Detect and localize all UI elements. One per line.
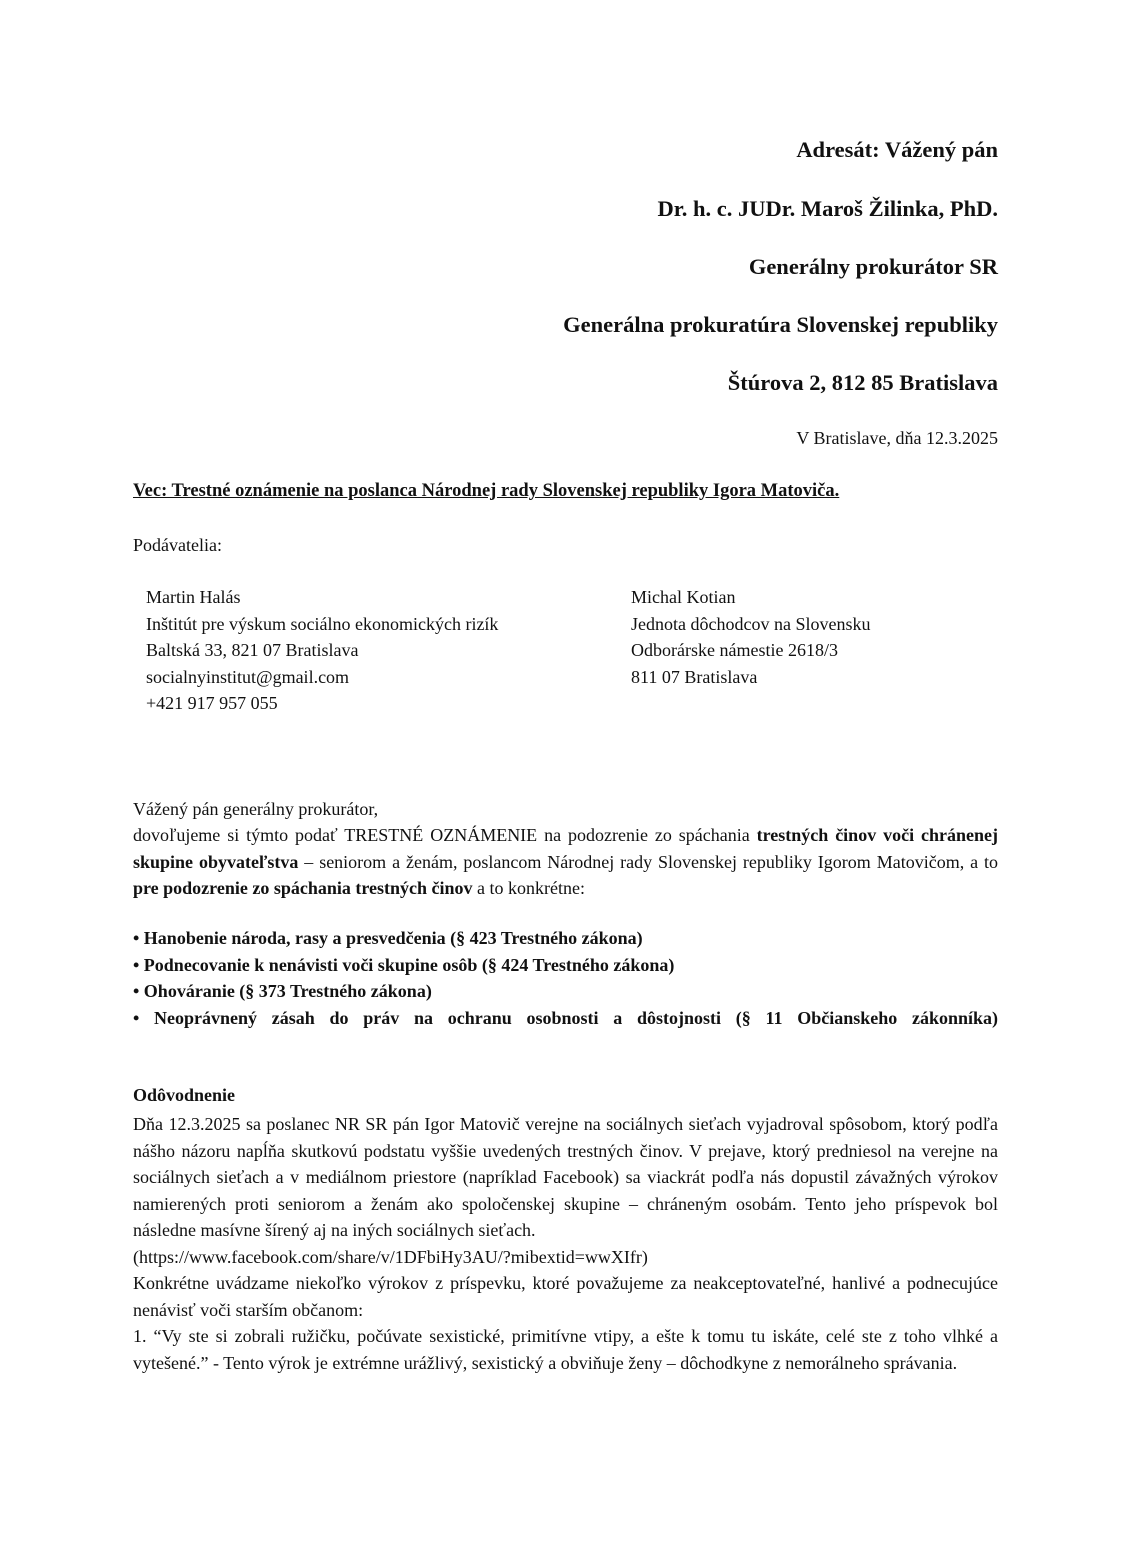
facebook-link-text: (https://www.facebook.com/share/v/1DFbiHy3AU/?mibextid=wwXIfr) bbox=[133, 1246, 648, 1267]
submitter-1-org: Inštitút pre výskum sociálno ekonomických rizík bbox=[146, 613, 499, 634]
submitter-2-org: Jednota dôchodcov na Slovensku bbox=[631, 613, 871, 634]
intro-paragraph bbox=[133, 822, 998, 902]
salutation: Vážený pán generálny prokurátor, bbox=[133, 799, 379, 819]
submitter-1-email: socialnyinstitut@gmail.com bbox=[146, 666, 350, 687]
submitter-2-name: Michal Kotian bbox=[631, 587, 736, 607]
offense-item: • Hanobenie národa, rasy a presvedčenia (§ 423 Trestného zákona) bbox=[133, 928, 643, 948]
submitter-1-name: Martin Halás bbox=[146, 587, 241, 607]
intro-bold-2: pre podozrenie zo spáchania trestných činov bbox=[133, 878, 473, 898]
subject-line: Vec: Trestné oznámenie na poslanca Národnej rady Slovenskej republiky Igora Matoviča. bbox=[133, 481, 840, 501]
submitter-1-address: Baltská 33, 821 07 Bratislava bbox=[146, 640, 359, 660]
intro-text-1: dovoľujeme si týmto podať TRESTNÉ OZNÁMENIE na podozrenie zo spáchania bbox=[133, 825, 757, 845]
submitter-1-phone: +421 917 957 055 bbox=[146, 693, 278, 713]
offense-item: • Neoprávnený zásah do práv na ochranu osobnosti a dôstojnosti (§ 11 Občianskeho zákonníka) bbox=[133, 1007, 998, 1028]
intro-text-3: a to konkrétne: bbox=[472, 878, 585, 898]
submitters-label: Podávatelia: bbox=[133, 535, 222, 555]
reasoning-paragraph-2: Konkrétne uvádzame niekoľko výrokov z príspevku, ktoré považujeme za neakceptovateľné, hanlivé a podnecujúce nenávisť voči starším občanom: bbox=[133, 1273, 998, 1320]
intro-bold-1: trestných činov voči chránenej skupine obyvateľstva bbox=[133, 825, 998, 872]
addressee-office: Generálna prokuratúra Slovenskej republiky bbox=[563, 312, 998, 337]
addressee-name: Dr. h. c. JUDr. Maroš Žilinka, PhD. bbox=[657, 196, 998, 221]
quote-1: 1. “Vy ste si zobrali ružičku, počúvate sexistické, primitívne vtipy, a ešte k tomu tu iskáte, celé ste z toho vlhké a vytešené.” - Tento výrok je extrémne urážlivý, sexistický a obviňuje ženy – dôchodkyne z nemorálneho správania. bbox=[133, 1326, 998, 1373]
offense-item: • Ohováranie (§ 373 Trestného zákona) bbox=[133, 981, 432, 1001]
offense-list bbox=[133, 925, 998, 1031]
addressee-line-1: Adresát: Vážený pán bbox=[796, 137, 998, 162]
reasoning-body bbox=[133, 1111, 998, 1376]
date-line: V Bratislave, dňa 12.3.2025 bbox=[796, 428, 998, 448]
reasoning-paragraph-1: Dňa 12.3.2025 sa poslanec NR SR pán Igor Matovič verejne na sociálnych sieťach vyjadroval spôsobom, ktorý podľa nášho názoru napĺňa skutkovú podstatu vyššie uvedených trestných činov. V prejave, ktorý predniesol na verejne na sociálnych sieťach a v mediálnom priestore (napríklad Facebook) sa viackrát podľa nás dopustil závažných výrokov namierených proti seniorom a ženám ako spoločenskej skupine – chráneným osobám. Tento jeho príspevok bol následne masívne šírený aj na iných sociálnych sieťach. bbox=[133, 1114, 998, 1240]
offense-item: • Podnecovanie k nenávisti voči skupine osôb (§ 424 Trestného zákona) bbox=[133, 954, 675, 975]
submitter-2-address-1: Odborárske námestie 2618/3 bbox=[631, 640, 838, 660]
submitter-2-address-2: 811 07 Bratislava bbox=[631, 666, 758, 687]
reasoning-heading: Odôvodnenie bbox=[133, 1085, 236, 1105]
addressee-title: Generálny prokurátor SR bbox=[748, 254, 998, 279]
intro-text-2: – seniorom a ženám, poslancom Národnej rady Slovenskej republiky Igorom Matovičom, a to bbox=[298, 851, 998, 872]
submitter-1-block bbox=[146, 584, 498, 717]
addressee-address: Štúrova 2, 812 85 Bratislava bbox=[727, 370, 998, 395]
submitter-2-block bbox=[631, 584, 870, 690]
